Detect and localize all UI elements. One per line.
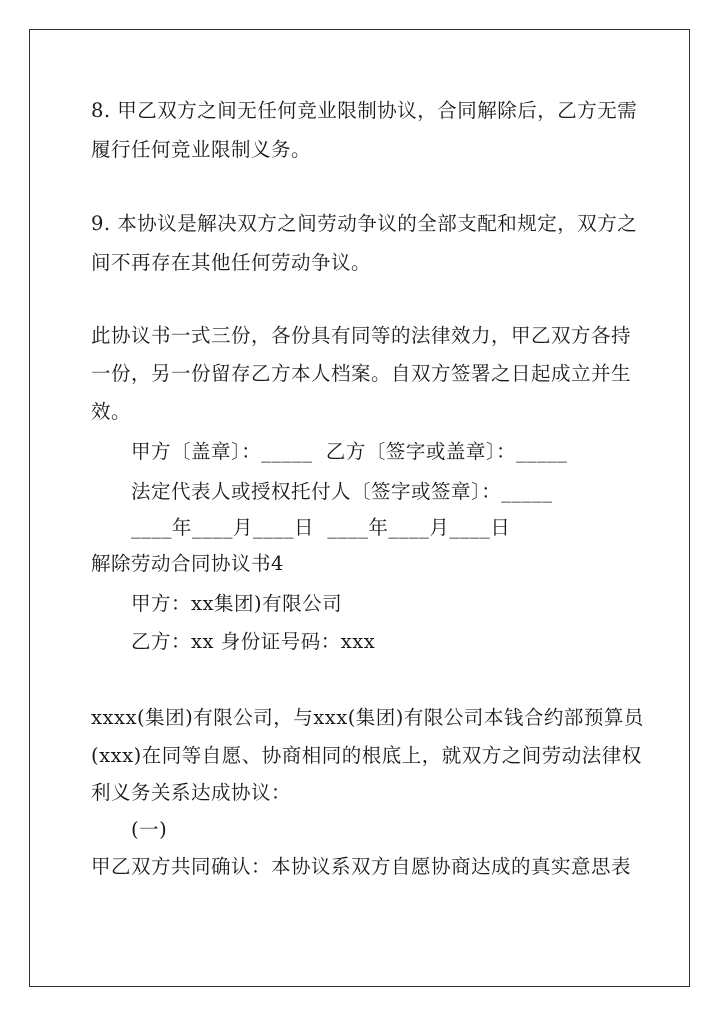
signature-party-line: 甲方〔盖章〕：_____ 乙方〔签字或盖章〕：_____ [131, 440, 568, 463]
intro-line-2: (xxx)在同等自愿、协商相同的根底上，就双方之间劳动法律权 [91, 744, 642, 767]
intro-line-1: xxxx(集团)有限公司，与xxx(集团)有限公司本钱合约部预算员 [91, 706, 644, 729]
legal-representative-line: 法定代表人或授权托付人〔签字或签章〕：_____ [131, 480, 553, 503]
intro-line-3: 利义务关系达成协议： [91, 781, 292, 804]
copies-line-2: 一份，另一份留存乙方本人档案。自双方签署之日起成立并生 [91, 362, 632, 385]
clause-8-line-1: 8. 甲乙双方之间无任何竞业限制协议，合同解除后，乙方无需 [91, 99, 638, 122]
clause-9-line-1: 9. 本协议是解决双方之间劳动争议的全部支配和规定，双方之 [91, 212, 638, 235]
clause-8-line-2: 履行任何竞业限制义务。 [91, 138, 312, 161]
date-line: ____年____月____日 ____年____月____日 [131, 516, 511, 539]
item-number: (一) [131, 818, 168, 841]
copies-line-3: 效。 [91, 400, 132, 423]
clause-9-line-2: 间不再存在其他任何劳动争议。 [91, 251, 372, 274]
party-a-line: 甲方：xx集团)有限公司 [131, 592, 343, 615]
party-b-line: 乙方：xx 身份证号码：xxx [131, 630, 376, 653]
section-heading: 解除劳动合同协议书4 [91, 552, 284, 575]
page-border [29, 29, 690, 987]
confirmation-line: 甲乙双方共同确认：本协议系双方自愿协商达成的真实意思表 [91, 855, 632, 878]
copies-line-1: 此协议书一式三份，各份具有同等的法律效力，甲乙双方各持 [91, 324, 632, 347]
